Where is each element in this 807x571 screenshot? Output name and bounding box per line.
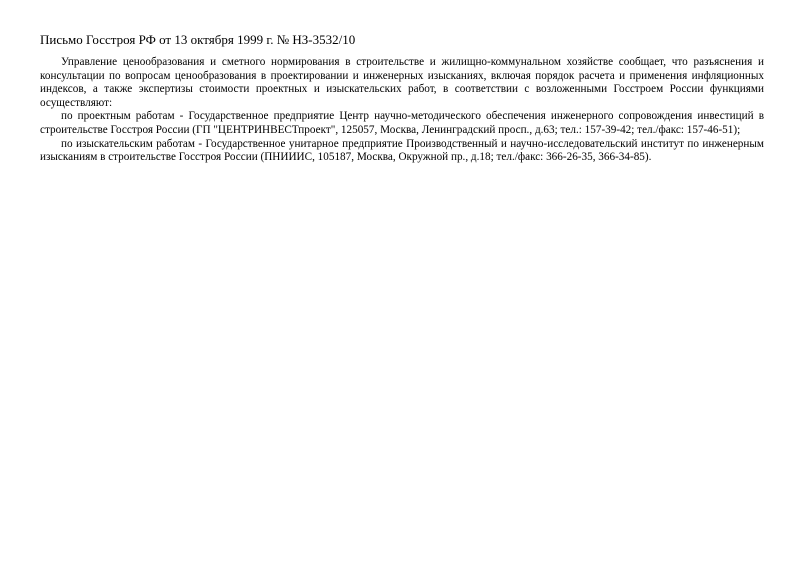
- document-title: Письмо Госстроя РФ от 13 октября 1999 г. № НЗ-3532/10: [40, 32, 356, 47]
- paragraph-survey-works: по изыскательским работам - Государственное унитарное предприятие Производственный и научно-исследовательский институт по инженерным изысканиям в строительстве Госстроя России (ПНИИИС, 105187, Москва, Окружной пр., д.18; тел./факс: 366-26-35, 366-34-85).: [40, 137, 764, 164]
- document-page: [40, 32, 764, 165]
- paragraph-intro: Управление ценообразования и сметного нормирования в строительстве и жилищно-коммунальном хозяйстве сообщает, что разъяснения и консультации по вопросам ценообразования в проектировании и инженерных изысканиях, включая порядок расчета и применения инфляционных индексов, а также экспертизы стоимости проектных и изыскательских работ, в соответствии с возложенными Госстроем России функциями осуществляют:: [40, 56, 764, 109]
- paragraph-design-works: по проектным работам - Государственное предприятие Центр научно-методического обеспечения инженерного сопровождения инвестиций в строительстве Госстроя России (ГП "ЦЕНТРИНВЕСТпроект", 125057, Москва, Ленинградский просп., д.63; тел.: 157-39-42; тел./факс: 157-46-51);: [40, 110, 764, 136]
